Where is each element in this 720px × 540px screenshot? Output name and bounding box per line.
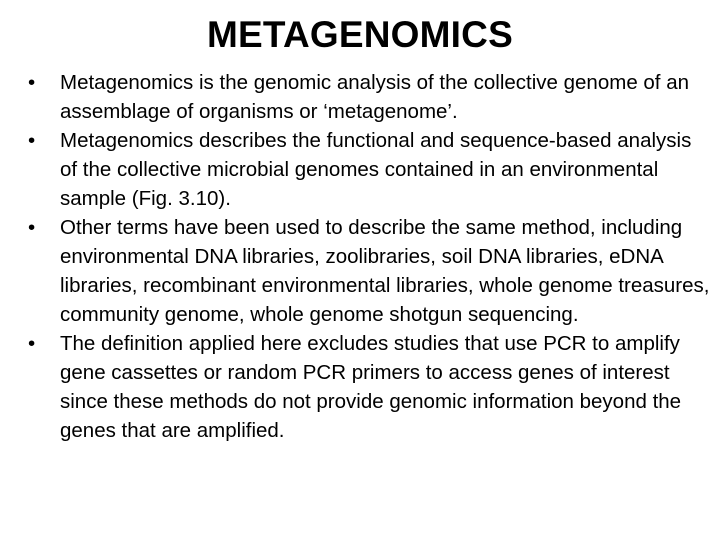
slide-title: METAGENOMICS (207, 14, 513, 55)
bullet-marker: • (28, 332, 36, 355)
bullet-text: Other terms have been used to describe the same method, including environmental DNA libraries, zoolibraries, soil DNA libraries, eDNA libraries, recombinant environmental libraries, whole genome treasures, community genome, whole genome shotgun sequencing. (60, 216, 710, 326)
bullet-text: Metagenomics describes the functional and sequence-based analysis of the collective microbial genomes contained in an environmental sample (Fig. 3.10). (60, 129, 692, 210)
bullet-marker: • (28, 129, 36, 152)
bullet-marker: • (28, 71, 36, 94)
bullet-item (28, 329, 710, 445)
bullet-text: Metagenomics is the genomic analysis of the collective genome of an assemblage of organisms or ‘metagenome’. (60, 71, 690, 123)
bullet-marker: • (28, 216, 36, 239)
bullet-list (28, 68, 710, 445)
bullet-item (28, 68, 710, 126)
bullet-text: The definition applied here excludes studies that use PCR to amplify gene cassettes or random PCR primers to access genes of interest since these methods do not provide genomic information beyond the genes that are amplified. (60, 332, 682, 442)
bullet-item (28, 126, 710, 213)
bullet-item (28, 213, 710, 329)
